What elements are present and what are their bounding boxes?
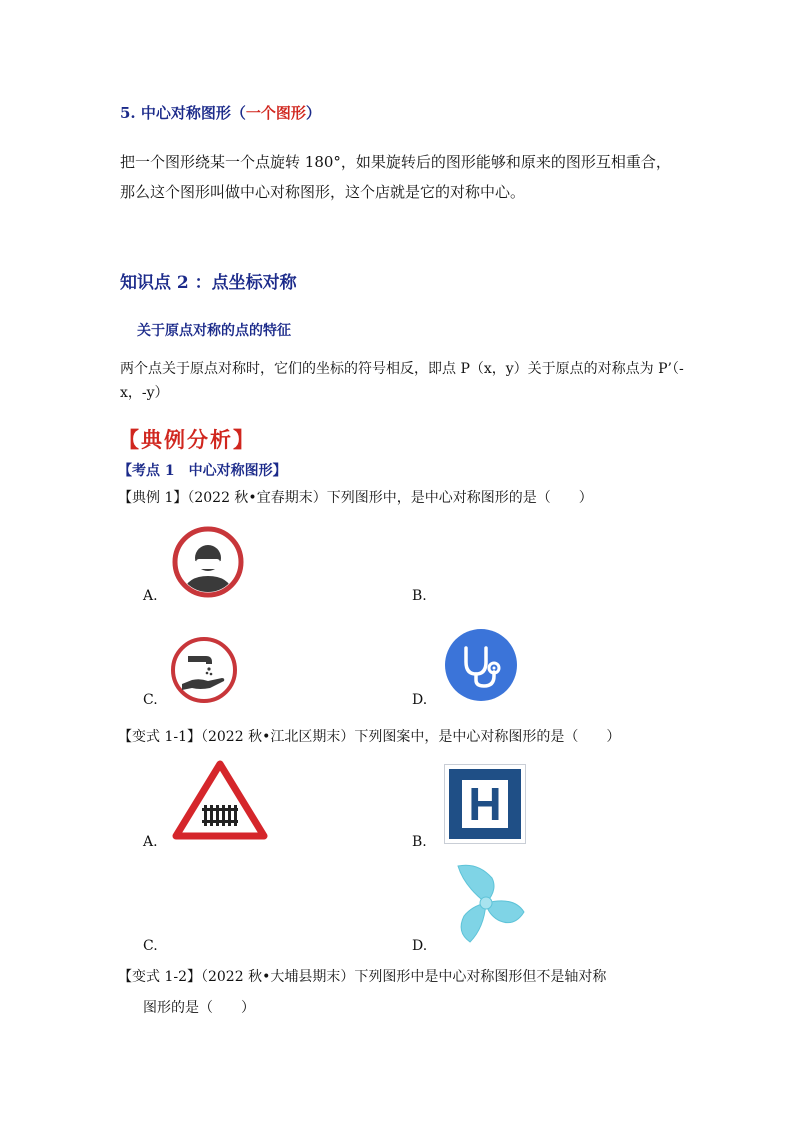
- ex1-option-d: D.: [412, 692, 428, 708]
- section5-title-prefix: 5. 中心对称图形: [120, 104, 231, 122]
- handwash-icon: [170, 636, 238, 704]
- variant12-question-line1: 【变式 1-2】（2022 秋•大埔县期末）下列图形中是中心对称图形但不是轴对称: [118, 969, 607, 985]
- analysis-banner: 【典例分析】: [118, 427, 256, 452]
- mask-person-icon: [172, 526, 244, 598]
- section5-title: [120, 102, 321, 123]
- section5-title-red: 一个图形: [245, 104, 306, 122]
- railway-crossing-sign-icon: [172, 760, 268, 840]
- ex1-option-a: A.: [143, 588, 158, 604]
- variant12-question-line2: 图形的是（ ）: [143, 1000, 255, 1016]
- variant11-question: 【变式 1-1】（2022 秋•江北区期末）下列图案中，是中心对称图形的是（ ）: [118, 729, 621, 745]
- ex1-option-c: C.: [143, 692, 158, 708]
- ex1-option-b: B.: [412, 588, 427, 604]
- hospital-letter: H: [462, 780, 508, 828]
- v11-option-a: A.: [143, 834, 158, 850]
- section5-body: 把一个图形绕某一个点旋转 180°，如果旋转后的图形能够和原来的图形互相重合，那么这个图形叫做中心对称图形，这个店就是它的对称中心。: [120, 153, 671, 201]
- v11-option-d: D.: [412, 938, 428, 954]
- v11-option-c: C.: [143, 938, 158, 954]
- kaodian-1: 【考点 1 中心对称图形】: [118, 463, 287, 479]
- hospital-sign-icon: [444, 764, 526, 844]
- fan-icon: [444, 858, 528, 948]
- paren-open: （: [230, 104, 246, 122]
- stethoscope-icon: [444, 628, 518, 702]
- example1-question: 【典例 1】（2022 秋•宜春期末）下列图形中，是中心对称图形的是（ ）: [118, 490, 593, 506]
- knowledge2-subtitle: 关于原点对称的点的特征: [137, 323, 291, 339]
- knowledge2-body: 两个点关于原点对称时，它们的坐标的符号相反，即点 P（x，y）关于原点的对称点为 P’（-x，-y）: [120, 361, 684, 401]
- v11-option-b: B.: [412, 834, 427, 850]
- paren-close: ）: [305, 104, 321, 122]
- knowledge2-title: 知识点 2 ：点坐标对称: [120, 273, 297, 293]
